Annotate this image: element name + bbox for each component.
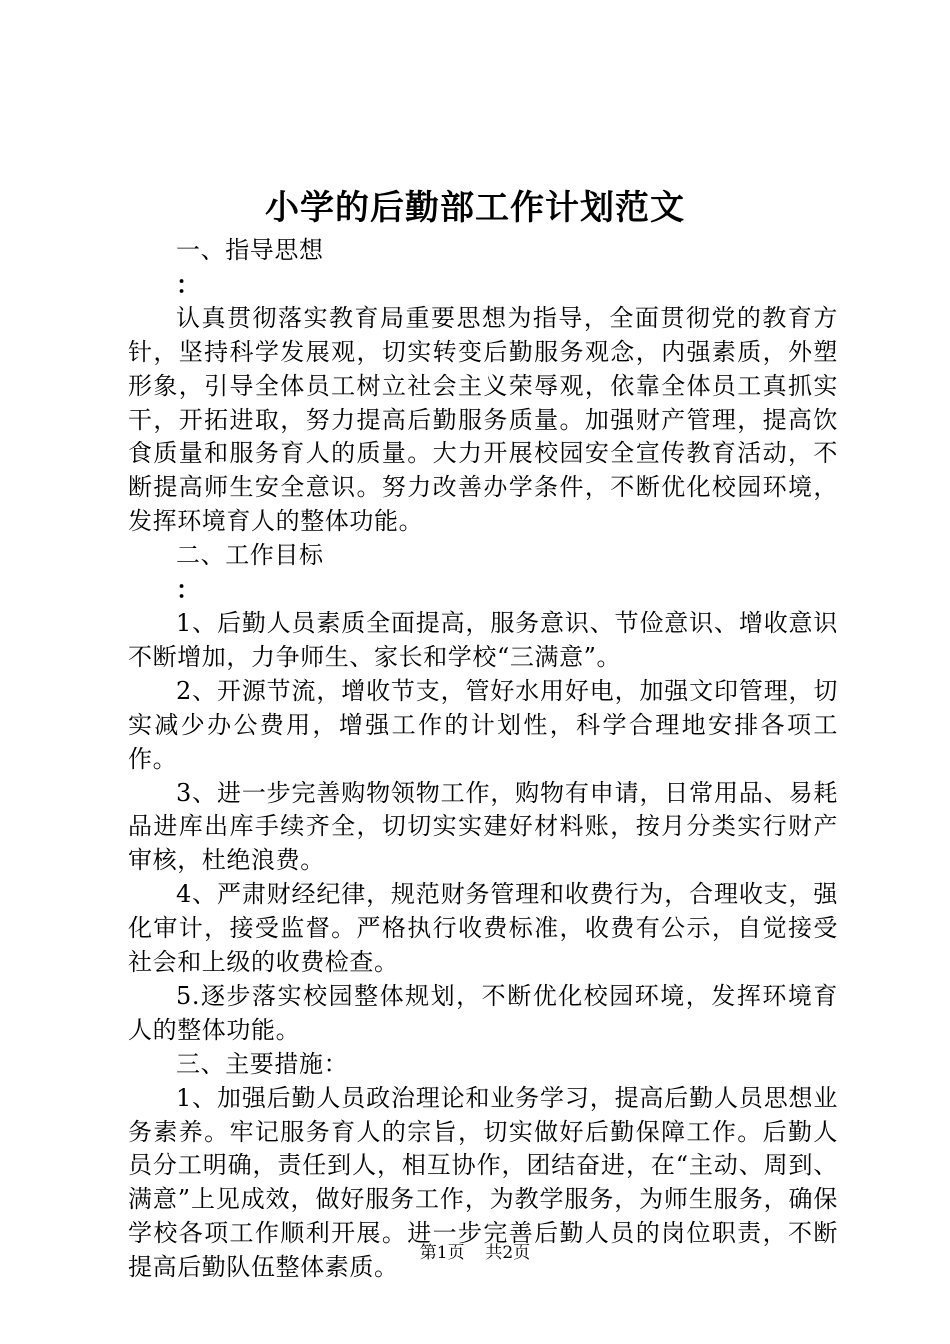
goal-item-2: 2、开源节流，增收节支，管好水用好电，加强文印管理，切实减少办公费用，增强工作的计划性，科学合理地安排各项工作。 xyxy=(128,676,838,773)
paragraph-guiding: 认真贯彻落实教育局重要思想为指导，全面贯彻党的教育方针，坚持科学发展观，切实转变后勤服务观念，内强素质，外塑形象，引导全体员工树立社会主义荣辱观，依靠全体员工真抓实干，开拓进取，努力提高后勤服务质量。加强财产管理，提高饮食质量和服务育人的质量。大力开展校园安全宣传教育活动，不断提高师生安全意识。努力改善办学条件，不断优化校园环境，发挥环境育人的整体功能。 xyxy=(128,303,838,536)
document-title: 小学的后勤部工作计划范文 xyxy=(265,188,685,228)
measure-item-1: 1、加强后勤人员政治理论和业务学习，提高后勤人员思想业务素养。牢记服务育人的宗旨，切实做好后勤保障工作。后勤人员分工明确，责任到人，相互协作，团结奋进，在“主动、周到、满意”上见成效，做好服务工作，为教学服务，为师生服务，确保学校各项工作顺利开展。进一步完善后勤人员的岗位职责，不断提高后勤队伍整体素质。 xyxy=(128,1083,838,1282)
document-body xyxy=(128,234,838,1285)
page-number: 第1页 xyxy=(419,1243,465,1263)
section-heading-guiding: 一、指导思想 xyxy=(176,236,324,264)
section-colon-guiding: ： xyxy=(176,269,201,299)
page-footer xyxy=(0,1241,950,1265)
goal-item-5: 5.逐步落实校园整体规划，不断优化校园环境，发挥环境育人的整体功能。 xyxy=(128,981,838,1044)
section-colon-goals: ： xyxy=(176,575,201,605)
goal-item-4: 4、严肃财经纪律，规范财务管理和收费行为，合理收支，强化审计，接受监督。严格执行收费标准，收费有公示，自觉接受社会和上级的收费检查。 xyxy=(128,880,838,977)
page-total: 共2页 xyxy=(485,1243,531,1263)
goal-item-3: 3、进一步完善购物领物工作，购物有申请，日常用品、易耗品进库出库手续齐全，切切实实建好材料账，按月分类实行财产审核，杜绝浪费。 xyxy=(128,778,838,875)
goal-item-1: 1、后勤人员素质全面提高，服务意识、节俭意识、增收意识不断增加，力争师生、家长和学校“三满意”。 xyxy=(128,608,838,671)
section-heading-measures: 三、主要措施： xyxy=(176,1049,349,1078)
section-heading-goals: 二、工作目标 xyxy=(176,541,324,570)
